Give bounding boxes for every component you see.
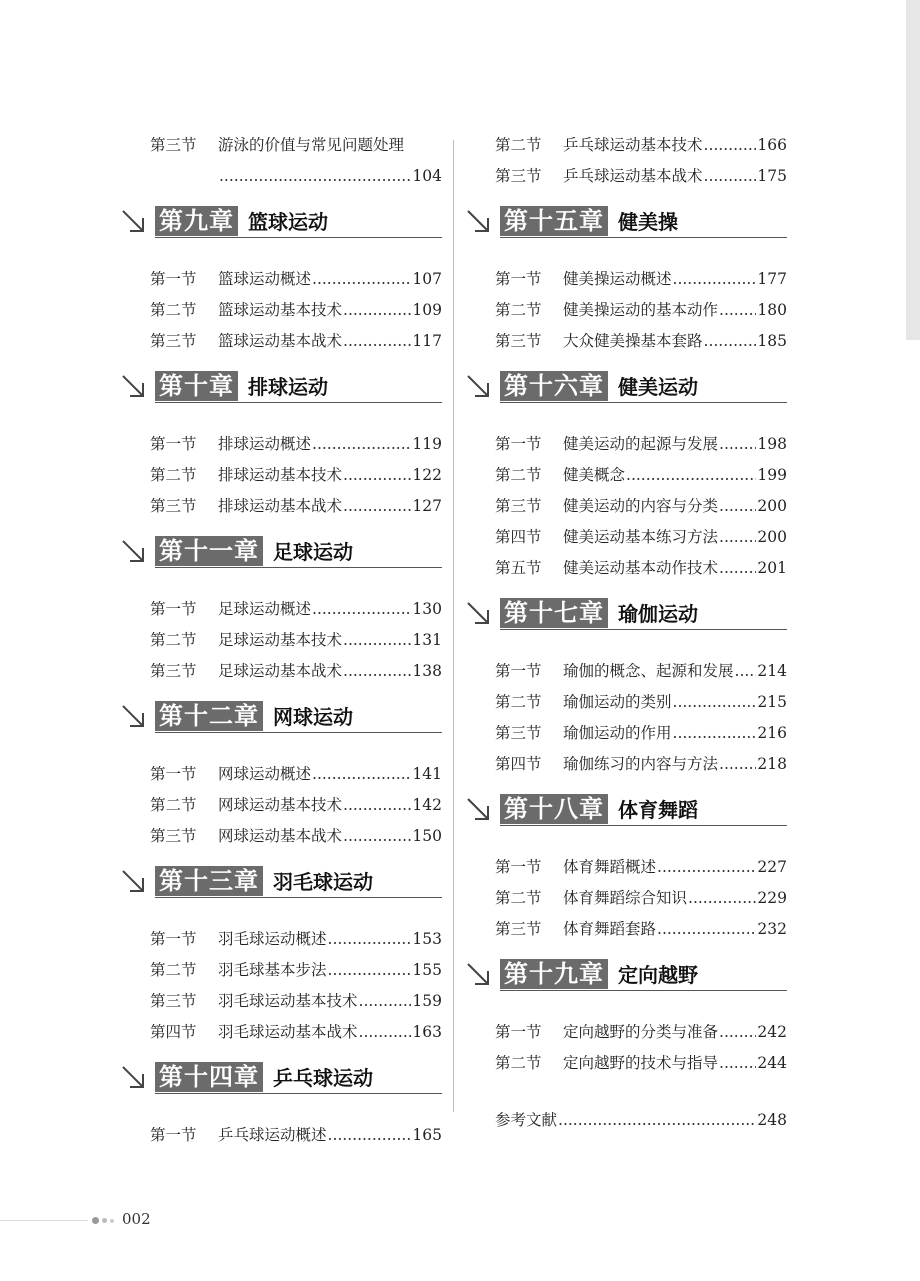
section-title: 瑜伽的概念、起源和发展 (563, 662, 734, 680)
toc-entry (120, 429, 442, 460)
section-number: 第三节 (495, 167, 542, 185)
leader-dots (328, 955, 412, 986)
section-number: 第三节 (150, 332, 197, 350)
page-ref: 201 (757, 559, 787, 577)
toc-entry (465, 914, 787, 945)
chapter-title: 健美操 (618, 210, 678, 234)
footer-rule (0, 1220, 88, 1221)
section-title: 乒乓球运动基本战术 (563, 167, 703, 185)
chapter-heading (120, 699, 442, 737)
section-number: 第三节 (495, 332, 542, 350)
arrow-down-right-icon (465, 796, 493, 824)
toc-entry (120, 1017, 442, 1048)
footer-dot-icon (92, 1217, 99, 1224)
page-ref: 198 (757, 435, 787, 453)
toc-entry (465, 718, 787, 749)
chapter-number: 第十章 (155, 371, 238, 401)
toc-entry (465, 749, 787, 780)
section-number: 第一节 (495, 662, 542, 680)
chapter-title: 篮球运动 (248, 210, 328, 234)
toc-entry (120, 924, 442, 955)
section-title: 定向越野的技术与指导 (563, 1054, 719, 1072)
chapter-title: 瑜伽运动 (618, 602, 698, 626)
section-number: 第一节 (495, 435, 542, 453)
page-ref: 107 (412, 270, 442, 288)
section-title: 排球运动基本战术 (218, 497, 343, 515)
section-title: 瑜伽练习的内容与方法 (563, 755, 719, 773)
page-ref: 130 (412, 600, 442, 618)
toc-entry (465, 1017, 787, 1048)
section-number: 第一节 (150, 435, 197, 453)
leader-dots (343, 790, 411, 821)
page-ref: 218 (757, 755, 787, 773)
leader-dots (359, 1017, 412, 1048)
chapter-number: 第十九章 (500, 959, 608, 989)
section-number: 第二节 (495, 136, 542, 154)
section-title: 体育舞蹈综合知识 (563, 889, 688, 907)
leader-dots (312, 429, 411, 460)
section-title: 健美运动的内容与分类 (563, 497, 719, 515)
toc-entry (465, 429, 787, 460)
section-title: 排球运动概述 (218, 435, 312, 453)
chapter-title: 定向越野 (618, 963, 698, 987)
section-number: 第二节 (495, 889, 542, 907)
arrow-down-right-icon (120, 703, 148, 731)
section-title: 健美操运动的基本动作 (563, 301, 719, 319)
page-ref: 199 (757, 466, 787, 484)
page-ref: 163 (412, 1023, 442, 1041)
chapter-heading (465, 792, 787, 830)
toc-entry (120, 295, 442, 326)
section-number: 第二节 (150, 796, 197, 814)
toc-left-column (120, 130, 442, 1151)
section-title: 大众健美操基本套路 (563, 332, 703, 350)
toc-entry (465, 1048, 787, 1079)
page-ref: 131 (412, 631, 442, 649)
references-entry (465, 1105, 787, 1136)
chapter-heading (120, 204, 442, 242)
chapter-heading (120, 864, 442, 902)
section-number: 第三节 (495, 497, 542, 515)
section-title: 羽毛球运动基本战术 (218, 1023, 358, 1041)
section-title: 排球运动基本技术 (218, 466, 343, 484)
page-ref: 159 (412, 992, 442, 1010)
leader-dots (312, 759, 411, 790)
section-title: 乒乓球运动基本技术 (563, 136, 703, 154)
column-divider (453, 140, 454, 1112)
leader-dots (704, 130, 757, 161)
chapter-rule (500, 990, 787, 991)
leader-dots (359, 986, 412, 1017)
chapter-rule (155, 732, 442, 733)
section-title: 瑜伽运动的作用 (563, 724, 672, 742)
toc-entry (465, 883, 787, 914)
toc-entry (120, 326, 442, 357)
chapter-rule (155, 1093, 442, 1094)
leader-dots (719, 1048, 756, 1079)
leader-dots (328, 924, 412, 955)
section-number: 第一节 (495, 270, 542, 288)
spacer (465, 1079, 787, 1105)
footer-dot-icon (102, 1218, 107, 1223)
chapter-number: 第十八章 (500, 794, 608, 824)
chapter-number: 第十四章 (155, 1062, 263, 1092)
section-number: 第二节 (495, 466, 542, 484)
toc-entry (120, 790, 442, 821)
chapter-heading (465, 957, 787, 995)
page-ref: 104 (412, 167, 442, 185)
section-number: 第一节 (150, 930, 197, 948)
leader-dots (719, 522, 756, 553)
toc-entry (120, 625, 442, 656)
leader-dots (343, 656, 411, 687)
section-number: 第一节 (150, 1126, 197, 1144)
leader-dots (328, 1120, 412, 1151)
arrow-down-right-icon (120, 538, 148, 566)
leader-dots (704, 326, 757, 357)
leader-dots (657, 852, 756, 883)
chapter-heading (465, 369, 787, 407)
chapter-number: 第十七章 (500, 598, 608, 628)
section-number: 第四节 (150, 1023, 197, 1041)
toc-entry (120, 594, 442, 625)
section-number: 第三节 (150, 497, 197, 515)
toc-entry (465, 553, 787, 584)
chapter-heading (120, 1060, 442, 1098)
page-footer (0, 1210, 160, 1230)
toc-entry (120, 821, 442, 852)
chapter-number: 第十五章 (500, 206, 608, 236)
leader-dots (657, 914, 756, 945)
page-ref: 242 (757, 1023, 787, 1041)
section-title: 篮球运动基本技术 (218, 301, 343, 319)
arrow-down-right-icon (120, 373, 148, 401)
section-title: 足球运动概述 (218, 600, 312, 618)
section-title: 游泳的价值与常见问题处理 (218, 136, 405, 154)
toc-entry (120, 460, 442, 491)
chapter-rule (155, 237, 442, 238)
section-title: 网球运动基本战术 (218, 827, 343, 845)
section-title: 健美概念 (563, 466, 626, 484)
leader-dots (343, 625, 411, 656)
section-title: 瑜伽运动的类别 (563, 693, 672, 711)
toc-entry (120, 656, 442, 687)
page-ref: 155 (412, 961, 442, 979)
chapter-number: 第十六章 (500, 371, 608, 401)
section-number: 第三节 (150, 827, 197, 845)
page-ref: 109 (412, 301, 442, 319)
arrow-down-right-icon (120, 1064, 148, 1092)
footer-dot-icon (110, 1219, 114, 1223)
leader-dots (343, 326, 411, 357)
section-title: 健美运动基本动作技术 (563, 559, 719, 577)
chapter-heading (120, 369, 442, 407)
toc-entry (465, 656, 787, 687)
leader-dots (219, 161, 411, 192)
page-ref: 180 (757, 301, 787, 319)
leader-dots (719, 749, 756, 780)
section-title: 网球运动概述 (218, 765, 312, 783)
toc-entry (465, 687, 787, 718)
chapter-rule (155, 567, 442, 568)
chapter-title: 足球运动 (273, 540, 353, 564)
page-ref: 165 (412, 1126, 442, 1144)
toc-entry (120, 955, 442, 986)
toc-entry (120, 759, 442, 790)
page-ref: 117 (412, 332, 442, 350)
references-title: 参考文献 (495, 1111, 558, 1129)
toc-right-column (465, 130, 787, 1136)
leader-dots (719, 553, 756, 584)
toc-entry (465, 264, 787, 295)
section-number: 第二节 (150, 631, 197, 649)
section-title: 定向越野的分类与准备 (563, 1023, 719, 1041)
section-title: 乒乓球运动概述 (218, 1126, 327, 1144)
chapter-title: 网球运动 (273, 705, 353, 729)
chapter-rule (500, 629, 787, 630)
section-title: 体育舞蹈概述 (563, 858, 657, 876)
page-ref: 215 (757, 693, 787, 711)
page-ref: 142 (412, 796, 442, 814)
page-ref: 200 (757, 528, 787, 546)
arrow-down-right-icon (120, 208, 148, 236)
page-ref: 214 (757, 662, 787, 680)
section-title: 健美操运动概述 (563, 270, 672, 288)
section-title: 羽毛球运动基本技术 (218, 992, 358, 1010)
leader-dots (673, 718, 757, 749)
leader-dots (704, 161, 757, 192)
leader-dots (343, 295, 411, 326)
leader-dots (688, 883, 756, 914)
page-ref: 244 (757, 1054, 787, 1072)
section-number: 第一节 (495, 858, 542, 876)
toc-entry (465, 852, 787, 883)
toc-entry (465, 161, 787, 192)
page-ref: 153 (412, 930, 442, 948)
section-number: 第四节 (495, 755, 542, 773)
chapter-number: 第十一章 (155, 536, 263, 566)
section-number: 第三节 (495, 920, 542, 938)
section-number: 第三节 (150, 992, 197, 1010)
section-number: 第一节 (150, 270, 197, 288)
section-title: 健美运动的起源与发展 (563, 435, 719, 453)
leader-dots (719, 1017, 756, 1048)
arrow-down-right-icon (120, 868, 148, 896)
page-ref: 248 (757, 1111, 787, 1129)
toc-entry (120, 130, 442, 161)
leader-dots (673, 264, 757, 295)
toc-entry (465, 326, 787, 357)
page-ref: 177 (757, 270, 787, 288)
page-ref: 150 (412, 827, 442, 845)
chapter-rule (500, 825, 787, 826)
page-ref: 127 (412, 497, 442, 515)
leader-dots (719, 429, 756, 460)
section-number: 第三节 (495, 724, 542, 742)
section-title: 足球运动基本技术 (218, 631, 343, 649)
section-title: 篮球运动基本战术 (218, 332, 343, 350)
chapter-heading (465, 204, 787, 242)
toc-entry (465, 491, 787, 522)
leader-dots (719, 295, 756, 326)
section-title: 羽毛球运动概述 (218, 930, 327, 948)
page-ref: 229 (757, 889, 787, 907)
leader-dots (343, 491, 411, 522)
page-edge-tab (906, 0, 920, 340)
toc-entry (465, 130, 787, 161)
arrow-down-right-icon (465, 961, 493, 989)
toc-entry (465, 460, 787, 491)
section-number: 第二节 (150, 466, 197, 484)
chapter-title: 体育舞蹈 (618, 798, 698, 822)
leader-dots (719, 491, 756, 522)
page-ref: 200 (757, 497, 787, 515)
page-ref: 138 (412, 662, 442, 680)
section-number: 第一节 (150, 765, 197, 783)
chapter-number: 第九章 (155, 206, 238, 236)
page-ref: 141 (412, 765, 442, 783)
toc-entry (465, 522, 787, 553)
section-number: 第一节 (150, 600, 197, 618)
section-title: 足球运动基本战术 (218, 662, 343, 680)
chapter-heading (120, 534, 442, 572)
page-ref: 216 (757, 724, 787, 742)
page-ref: 227 (757, 858, 787, 876)
section-number: 第二节 (495, 1054, 542, 1072)
chapter-rule (155, 897, 442, 898)
leader-dots (312, 594, 411, 625)
section-title: 篮球运动概述 (218, 270, 312, 288)
leader-dots (558, 1105, 756, 1136)
chapter-rule (500, 237, 787, 238)
page-ref: 166 (757, 136, 787, 154)
page-ref: 232 (757, 920, 787, 938)
toc-entry (120, 491, 442, 522)
section-number: 第二节 (495, 301, 542, 319)
section-number: 第二节 (150, 961, 197, 979)
leader-dots (343, 821, 411, 852)
leader-dots (673, 687, 757, 718)
section-title: 健美运动基本练习方法 (563, 528, 719, 546)
chapter-title: 排球运动 (248, 375, 328, 399)
chapter-heading (465, 596, 787, 634)
section-title: 体育舞蹈套路 (563, 920, 657, 938)
arrow-down-right-icon (465, 373, 493, 401)
section-number: 第四节 (495, 528, 542, 546)
toc-entry (120, 986, 442, 1017)
toc-entry (120, 1120, 442, 1151)
chapter-rule (155, 402, 442, 403)
arrow-down-right-icon (465, 208, 493, 236)
leader-dots (343, 460, 411, 491)
chapter-rule (500, 402, 787, 403)
leader-dots (735, 656, 757, 687)
section-number: 第三节 (150, 136, 197, 154)
leader-dots (312, 264, 411, 295)
section-number: 第三节 (150, 662, 197, 680)
chapter-title: 乒乓球运动 (273, 1066, 373, 1090)
page-number: 002 (122, 1210, 151, 1228)
arrow-down-right-icon (465, 600, 493, 628)
leader-dots (626, 460, 756, 491)
page-ref: 185 (757, 332, 787, 350)
chapter-title: 羽毛球运动 (273, 870, 373, 894)
section-title: 网球运动基本技术 (218, 796, 343, 814)
toc-entry-continuation (120, 161, 442, 192)
section-number: 第二节 (495, 693, 542, 711)
toc-entry (120, 264, 442, 295)
section-number: 第一节 (495, 1023, 542, 1041)
chapter-title: 健美运动 (618, 375, 698, 399)
page-ref: 119 (412, 435, 442, 453)
section-number: 第二节 (150, 301, 197, 319)
chapter-number: 第十二章 (155, 701, 263, 731)
section-number: 第五节 (495, 559, 542, 577)
toc-entry (465, 295, 787, 326)
page-ref: 122 (412, 466, 442, 484)
page-ref: 175 (757, 167, 787, 185)
chapter-number: 第十三章 (155, 866, 263, 896)
section-title: 羽毛球基本步法 (218, 961, 327, 979)
